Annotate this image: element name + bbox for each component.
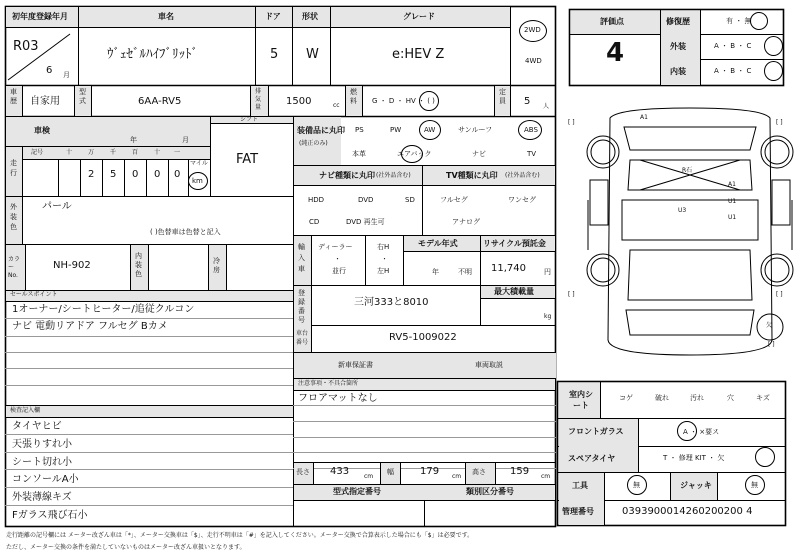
chassis-label: 車台番号 (296, 330, 309, 346)
type-designation-label: 型式指定番号 (333, 487, 381, 496)
color-note: ( )色替車は色替と記入 (150, 228, 221, 236)
width-value: 179 (420, 466, 440, 477)
score-label: 評価点 (600, 17, 624, 26)
manual-label: 車両取説 (475, 361, 503, 369)
mileage-unit-header: 千 (110, 149, 117, 156)
interior-options: A ・ B ・ C (714, 67, 752, 75)
sales-point-line: 1オーナー/シートヒーター/追従クルコン (12, 304, 195, 315)
interior-label: 内装 (670, 67, 686, 76)
length-value: 433 (330, 466, 350, 477)
sales-points-label: セールスポイント (10, 291, 58, 298)
notice-value: フロアマットなし (298, 393, 378, 404)
equipment-item: PS (355, 126, 364, 134)
door-label: ドア (265, 12, 281, 21)
inspection-month-unit: 月 (182, 136, 189, 144)
seat-option: 破れ (655, 394, 669, 402)
fuel-options: G ・ D ・ HV ・ ( ) (372, 97, 435, 105)
color-code-label: カラーNo. (8, 256, 21, 279)
drive-4wd: 4WD (525, 57, 542, 65)
car-name: ｳﾞｪｾﾞﾙﾊｲﾌﾞﾘｯﾄﾞ (107, 47, 198, 62)
damage-mark: U3 (678, 207, 687, 214)
first-reg-label: 初年度登録年月 (12, 12, 68, 21)
equipment-item: ABS (524, 126, 538, 134)
tools-selected-circle (627, 475, 647, 495)
color-code-value: NH-902 (53, 260, 91, 271)
inspection-label: 車検 (34, 126, 50, 135)
mgmt-value: 0393900014260200200 4 (622, 506, 753, 517)
nav-item: HDD (308, 196, 325, 204)
mileage-unit-header: 百 (132, 149, 139, 156)
model-year-unit: 年 (432, 268, 439, 276)
nav-item: CD (309, 218, 320, 226)
notice-label: 注意事項・不具合箇所 (298, 380, 359, 387)
shape-value: W (306, 47, 319, 62)
color-label: 外装色 (10, 203, 17, 231)
nav-label: ナビ種類に丸印 (319, 171, 375, 180)
damage-mark: A1 (728, 181, 736, 188)
tv-item: アナログ (452, 218, 480, 226)
repair-options: 有 ・ 無 (726, 17, 752, 25)
repair-label: 修復歴 (666, 17, 690, 26)
fuel-label: 燃料 (350, 88, 357, 105)
damage-mark: R石 (682, 167, 693, 174)
width-label: 幅 (387, 468, 394, 476)
jack-selected-circle (745, 475, 765, 495)
tools-value: 無 (633, 481, 640, 489)
inspector-note-line: Fガラス飛び石小 (12, 510, 88, 521)
tv-note: (社外品含む) (505, 172, 540, 179)
first-reg-month: 6 (46, 65, 53, 76)
shape-label: 形状 (302, 12, 318, 21)
diagram-bracket-mark: [ ] (568, 291, 575, 298)
max-load-label: 最大積載量 (494, 287, 534, 296)
inspector-note-line: 天張りすれ小 (12, 439, 72, 450)
damage-mark: U1 (728, 198, 737, 205)
model-value: 6AA-RV5 (138, 96, 182, 107)
model-year-unknown: 不明 (458, 268, 472, 276)
model-label: 型式 (79, 88, 86, 105)
exterior-options: A ・ B ・ C (714, 42, 752, 50)
category-label: 類別区分番号 (466, 487, 514, 496)
spare-label: スペアタイヤ (568, 454, 616, 463)
capacity-unit: 人 (543, 103, 550, 110)
color-value: パール (42, 201, 72, 212)
inspector-note-line: コンソールA小 (12, 474, 79, 485)
ac-label: 冷房 (213, 257, 220, 274)
seat-option: 穴 (727, 394, 734, 402)
tv-label: TV種類に丸印 (446, 171, 498, 180)
equipment-item: TV (527, 150, 537, 158)
footer-line2: ただし、メーター交換の条件を満たしていないものはメーター改ざん車扱いとなります。 (6, 544, 246, 551)
tv-item: フルセグ (440, 196, 468, 204)
displacement-value: 1500 (286, 96, 312, 107)
length-unit: cm (364, 473, 374, 480)
lh-label: 左H (377, 267, 390, 275)
equipment-item: PW (390, 126, 402, 134)
nav-item: DVD 再生可 (346, 218, 385, 226)
damage-mark: A1 (640, 114, 648, 121)
shift-label: シフト (240, 116, 259, 123)
registration-value: 三河333と8010 (354, 297, 429, 308)
mileage-digit: 2 (88, 169, 95, 180)
usage-value: 自家用 (30, 96, 60, 107)
displacement-label: 排気量 (255, 88, 262, 111)
height-label: 高さ (472, 468, 486, 476)
jack-value: 無 (751, 481, 758, 489)
capacity-value: 5 (524, 96, 531, 107)
kg-unit: kg (544, 313, 552, 320)
equipment-item: ナビ (472, 150, 486, 158)
parallel-label: 並行 (332, 267, 346, 275)
seat-option: 汚れ (690, 394, 704, 402)
warranty-label: 新車保証書 (338, 361, 373, 369)
diagram-bracket-mark: [ ] (768, 341, 775, 348)
damage-mark: U1 (728, 214, 737, 221)
door-value: 5 (270, 47, 279, 62)
rh-label: 右H (377, 243, 390, 251)
inspector-note-line: タイヤヒビ (12, 421, 62, 432)
inspection-year-unit: 年 (130, 136, 137, 144)
inspector-note-line: 外装薄線キズ (12, 492, 72, 503)
registration-label: 登録番号 (298, 289, 305, 324)
windshield-options: A ・ ×要ス (683, 428, 720, 436)
equipment-item: サンルーフ (458, 126, 493, 134)
seat-option: コゲ (619, 394, 633, 402)
mileage-unit-header: 万 (88, 149, 95, 156)
windshield-selected-circle (677, 421, 697, 441)
model-year-label: モデル年式 (418, 239, 458, 248)
height-value: 159 (510, 466, 530, 477)
grade-value: e:HEV Z (392, 47, 445, 62)
dealer-label: ディーラー (318, 243, 353, 251)
first-reg-era: R03 (13, 39, 39, 54)
width-unit: cm (452, 473, 462, 480)
usage-label: 車歴 (10, 88, 17, 105)
nav-item: DVD (358, 196, 374, 204)
equipment-item: エアバック (397, 150, 432, 158)
yen-unit: 円 (544, 268, 551, 276)
spare-options: T ・ 修理 KIT ・ 欠 (663, 454, 725, 462)
recycle-value: 11,740 (491, 263, 526, 274)
shift-value: FAT (236, 152, 259, 167)
capacity-label: 定員 (499, 88, 506, 105)
interior-color-label: 内装色 (135, 252, 142, 278)
equipment-label: 装備品に丸印 (297, 126, 345, 135)
inspector-note-line: シート切れ小 (12, 457, 72, 468)
damage-mark: 欠 (766, 322, 773, 329)
chassis-value: RV5-1009022 (389, 332, 457, 343)
mileage-unit-header: 十 (154, 149, 161, 156)
mileage-unit-header: 十 (66, 149, 73, 156)
km-label: km (192, 177, 203, 185)
recycle-label: リサイクル預託金 (483, 239, 546, 248)
mileage-digit: 0 (154, 169, 161, 180)
diagram-bracket-mark: [ ] (568, 119, 575, 126)
mileage-digit: 0 (132, 169, 139, 180)
mile-label: マイル (190, 160, 208, 167)
mileage-label: 走行 (10, 159, 17, 177)
drive-2wd: 2WD (524, 26, 541, 34)
tools-label: 工具 (572, 481, 588, 490)
equipment-sub: (純正のみ) (299, 140, 328, 147)
footer-line1: 走行距離の記号欄には メーター改ざん車は「*」、メーター交換車は「$」、走行不明車は「#」を記入してください。メーター交換で合算表示した場合にも「$」は必要です。 (6, 532, 474, 539)
height-unit: cm (541, 473, 551, 480)
month-unit: 月 (63, 71, 70, 79)
seat-option: キズ (756, 394, 770, 402)
windshield-label: フロントガラス (568, 427, 624, 436)
displacement-unit: cc (333, 102, 340, 109)
diagram-bracket-mark: [ ] (776, 291, 783, 298)
spare-selected-circle (755, 447, 775, 467)
mileage-unit-header: 一 (174, 149, 181, 156)
mileage-digit: 0 (174, 169, 181, 180)
score-value: 4 (606, 38, 625, 68)
equipment-item: 本革 (352, 150, 366, 158)
dealer-dot: ・ (334, 255, 341, 263)
tv-item: ワンセグ (508, 196, 536, 204)
equipment-item: AW (424, 126, 436, 134)
grade-label: グレード (403, 12, 435, 21)
nav-note: (社外品含む) (376, 172, 411, 179)
inspector-notes-label: 検査記入欄 (10, 407, 41, 414)
mileage-unit-header: 記号 (31, 149, 44, 156)
jack-label: ジャッキ (680, 481, 712, 490)
exterior-label: 外装 (670, 42, 686, 51)
rh-dot: ・ (381, 255, 388, 263)
import-label: 輸入車 (298, 243, 305, 273)
length-label: 長さ (296, 468, 310, 476)
sales-point-line: ナビ 電動リアドア フルセグ Bカメ (12, 321, 168, 332)
mileage-digit: 5 (110, 169, 117, 180)
car-name-label: 車名 (158, 12, 174, 21)
diagram-bracket-mark: [ ] (776, 119, 783, 126)
nav-item: SD (405, 196, 415, 204)
mgmt-label: 管理番号 (562, 507, 594, 516)
interior-seat-label: 室内シート (569, 390, 593, 410)
